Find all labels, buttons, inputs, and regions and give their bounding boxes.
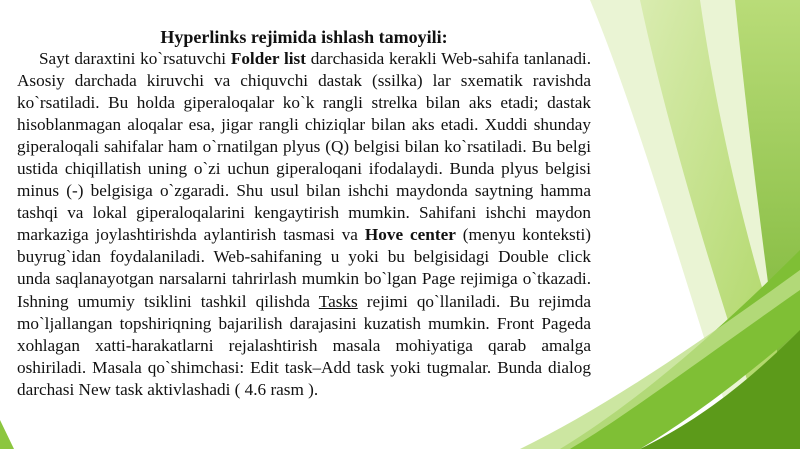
text-run: (menyu konteksti) buyrug`idan foydalaniladi. Web-sahifaning u yoki bu belgisidagi Double click unda saqlanayotgan narsalarni tahrirlash mumkin bo`lgan Page rejimiga o`tkazadi. Ishning umumiy tsiklini tashkil qilishda [17,225,592,311]
underlined-term-tasks: Tasks [318,291,358,311]
left-sliver-shape [0,420,14,449]
bold-term-folder-list: Folder list [230,49,306,68]
body-paragraph [17,48,591,401]
text-run: Sayt daraxtini ko`rsatuvchi [39,49,231,68]
text-run: darchasida kerakli Web-sahifa tanlanadi. Asosiy darchada kiruvchi va chiquvchi dastak (ssilka) lar sxematik ravishda ko`rsatiladi. Bu holda giperaloqalar ko`k rangli strelka bilan aks etadi; dastak hisoblanmagan aloqalar esa, jigar rangli chiziqlar bilan aks etadi. Xuddi shunday giperaloqali sahifalar ham o`rnatilgan plyus (Q) belgisi bilan ko`rsatiladi. Bu belgi ustida chiqillatish uning o`zi uchun giperaloqani ifodalaydi. Bunda plyus belgisi minus (-) belgisiga o`zgaradi. Shu usul bilan ishchi maydonda saytning hamma tashqi va lokal giperaloqalarini kengaytirish mumkin. Sahifani ishchi maydon markaziga joylashtirishda aylantirish tasmasi va [17,49,592,245]
slide-content [17,26,591,401]
text-run: rejimi qo`llaniladi. Bu rejimda mo`ljallangan topshiriqning bajarilish darajasini kuzatish mumkin. Front Pageda xohlagan xatti-harakatlarni rejalashtirish masala mohiyatiga qarab amalga oshiriladi. Masala qo`shimchasi: Edit task–Add task yoki tugmalar. Bunda dialog darchasi New task aktivlashadi ( 4.6 rasm ). [17,291,591,399]
slide-heading: Hyperlinks rejimida ishlash tamoyili: [160,27,448,47]
bold-term-hove-center: Hove center [364,225,456,245]
